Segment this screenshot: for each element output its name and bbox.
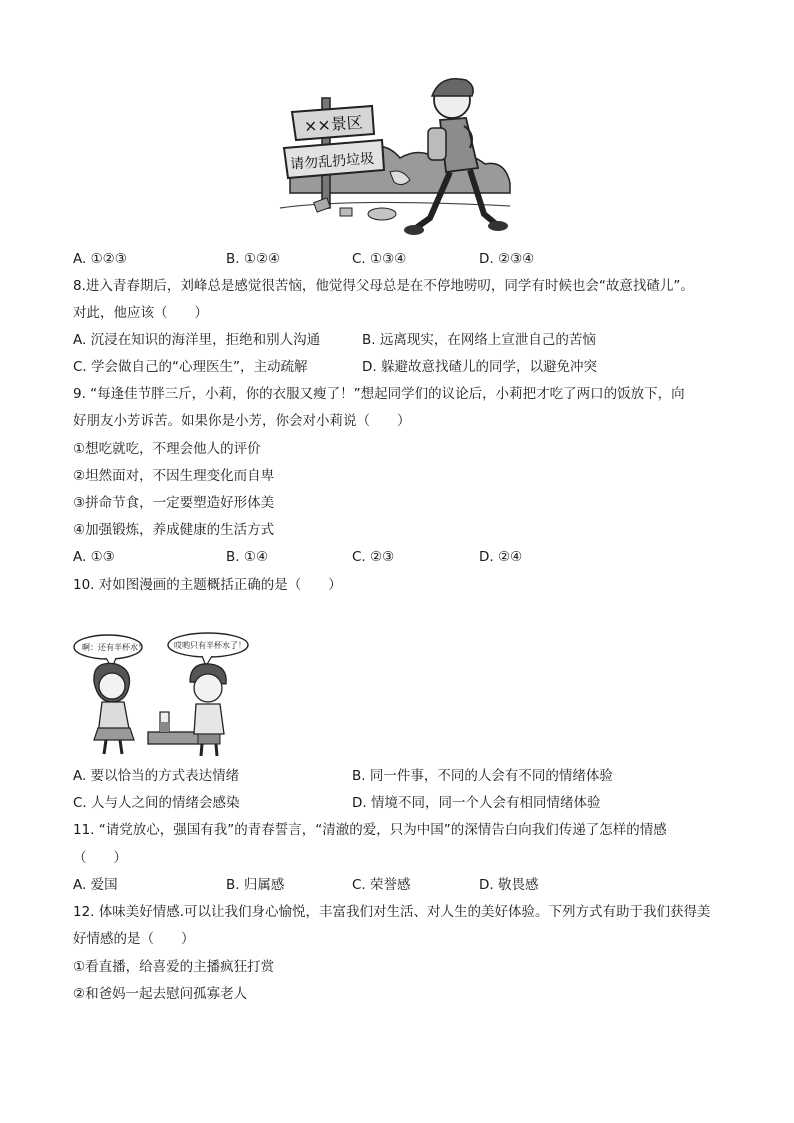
q9-item-1: ①想吃就吃，不理会他人的评价 [73,441,261,457]
q8-option-b[interactable]: B. 远离现实，在网络上宣泄自己的苦恼 [362,332,596,348]
q9-stem-line2: 好朋友小芳诉苦。如果你是小芳，你会对小莉说（ ） [73,413,411,429]
bubble-right-text: 哎哟只有半杯水了！ [174,641,246,650]
q9-stem-line1: 9. “每逢佳节胖三斤，小莉，你的衣服又瘦了！”想起同学们的议论后，小莉把才吃了两口的饭放下，向 [73,386,685,402]
q10-option-b[interactable]: B. 同一件事，不同的人会有不同的情绪体验 [352,768,613,784]
q7-option-d[interactable]: D. ②③④ [479,251,535,267]
q12-item-1: ①看直播，给喜爱的主播疯狂打赏 [73,959,275,975]
q11-option-c[interactable]: C. 荣誉感 [352,877,411,893]
q10-option-a[interactable]: A. 要以恰当的方式表达情绪 [73,768,240,784]
q11-stem-line1: 11. “请党放心，强国有我”的青春誓言，“清澈的爱，只为中国”的深情告白向我们传递了怎样的情感 [73,822,667,838]
q7-option-b[interactable]: B. ①②④ [226,251,281,267]
q8-stem-line1: 8.进入青春期后，刘峰总是感觉很苦恼，他觉得父母总是在不停地唠叨，同学有时候也会“故意找碴儿”。 [73,278,694,294]
q11-option-a[interactable]: A. 爱国 [73,877,118,893]
q11-option-b[interactable]: B. 归属感 [226,877,285,893]
q10-option-c[interactable]: C. 人与人之间的情绪会感染 [73,795,240,811]
q7-option-c[interactable]: C. ①③④ [352,251,407,267]
sign-text-top: ××景区 [303,112,364,136]
sign-text-bottom: 请勿乱扔垃圾 [289,150,375,173]
half-glass-cartoon [72,630,262,760]
q11-option-d[interactable]: D. 敬畏感 [479,877,539,893]
q9-option-c[interactable]: C. ②③ [352,549,395,565]
q9-item-3: ③拼命节食，一定要塑造好形体美 [73,495,275,511]
q8-option-a[interactable]: A. 沉浸在知识的海洋里，拒绝和别人沟通 [73,332,321,348]
q7-option-a[interactable]: A. ①②③ [73,251,127,267]
q12-stem-line2: 好情感的是（ ） [73,931,195,947]
q9-option-d[interactable]: D. ②④ [479,549,523,565]
q9-option-a[interactable]: A. ①③ [73,549,115,565]
q10-option-d[interactable]: D. 情境不同，同一个人会有相同情绪体验 [352,795,601,811]
q12-stem-line1: 12. 体味美好情感.可以让我们身心愉悦，丰富我们对生活、对人生的美好体验。下列方式有助于我们获得美 [73,904,711,920]
q11-stem-line2: （ ） [73,850,127,866]
q9-option-b[interactable]: B. ①④ [226,549,269,565]
q12-item-2: ②和爸妈一起去慰问孤寡老人 [73,986,248,1002]
q9-item-2: ②坦然面对，不因生理变化而自卑 [73,468,275,484]
q10-stem: 10. 对如图漫画的主题概括正确的是（ ） [73,577,342,593]
q8-option-d[interactable]: D. 躲避故意找碴儿的同学，以避免冲突 [362,359,597,375]
q9-item-4: ④加强锻炼，养成健康的生活方式 [73,522,275,538]
q8-stem-line2: 对此，他应该（ ） [73,305,208,321]
littering-cartoon [270,68,520,250]
bubble-left-text: 啊：还有半杯水！ [82,643,146,652]
q8-option-c[interactable]: C. 学会做自己的“心理医生”，主动疏解 [73,359,308,375]
